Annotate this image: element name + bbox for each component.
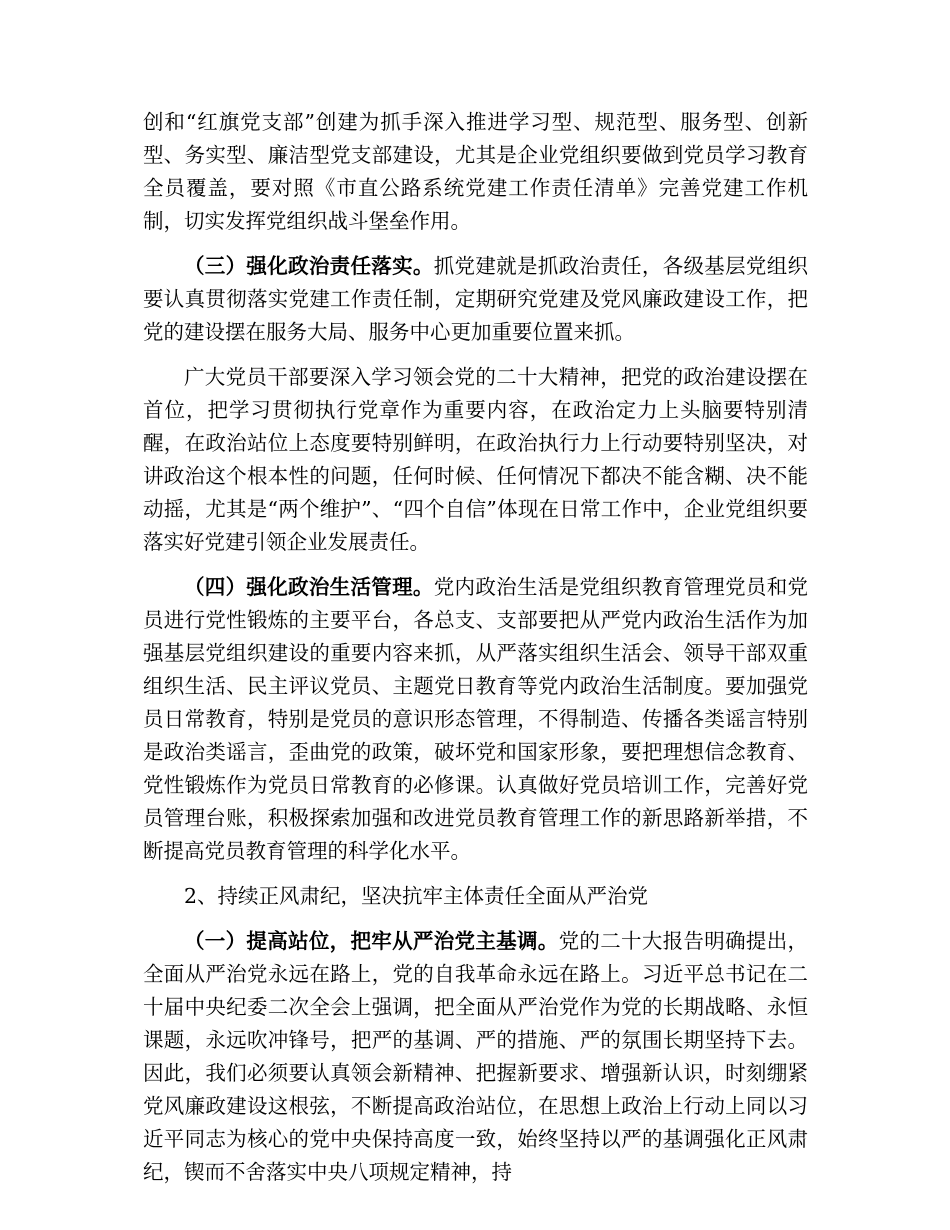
paragraph-6-heading: （一）提高站位，把牢从严治党主基调。 [184,929,559,953]
paragraph-6-text: 党的二十大报告明确提出，全面从严治党永远在路上，党的自我革命永远在路上。习近平总书记在二十届中央纪委二次全会上强调，把全面从严治党作为党的长期战略、永恒课题，永远吹冲锋号，把严的基调、严的措施、严的氛围长期坚持下去。因此，我们必须要认真领会新精神、把握新要求、增强新认识，时刻绷紧党风廉政建设这根弦，不断提高政治站位，在思想上政治上行动上同以习近平同志为核心的党中央保持高度一致，始终坚持以严的基调强化正风肃纪，锲而不舍落实中央八项规定精神，持 [143,929,809,1184]
paragraph-1 [143,106,808,238]
paragraph-3 [143,361,808,559]
paragraph-1-text: 创和“红旗党支部”创建为抓手深入推进学习型、规范型、服务型、创新型、务实型、廉洁型党支部建设，尤其是企业党组织要做到党员学习教育全员覆盖，要对照《市直公路系统党建工作责任清单》完善党建工作机制，切实发挥党组织战斗堡垒作用。 [143,110,808,233]
section-heading-2 [143,880,808,913]
paragraph-3-text: 广大党员干部要深入学习领会党的二十大精神，把党的政治建设摆在首位，把学习贯彻执行党章作为重要内容，在政治定力上头脑要特别清醒，在政治站位上态度要特别鲜明，在政治执行力上行动要特别坚决，对讲政治这个根本性的问题，任何时候、任何情况下都决不能含糊、决不能动摇，尤其是“两个维护”、“四个自信”体现在日常工作中，企业党组织要落实好党建引领企业发展责任。 [143,365,808,554]
paragraph-2 [143,250,808,349]
paragraph-2-text: 抓党建就是抓政治责任，各级基层党组织要认真贯彻落实党建工作责任制，定期研究党建及党风廉政建设工作，把党的建设摆在服务大局、服务中心更加重要位置来抓。 [143,254,809,344]
paragraph-4 [143,571,808,868]
paragraph-2-heading: （三）强化政治责任落实。 [184,254,434,278]
document-page [143,106,808,1189]
paragraph-4-heading: （四）强化政治生活管理。 [184,575,434,599]
paragraph-6 [143,925,808,1189]
section-heading-2-text: 2、持续正风肃纪，坚决抗牢主体责任全面从严治党 [184,884,649,908]
paragraph-4-text: 党内政治生活是党组织教育管理党员和党员进行党性锻炼的主要平台，各总支、支部要把从严党内政治生活作为加强基层党组织建设的重要内容来抓，从严落实组织生活会、领导干部双重组织生活、民主评议党员、主题党日教育等党内政治生活制度。要加强党员日常教育，特别是党员的意识形态管理，不得制造、传播各类谣言特别是政治类谣言，歪曲党的政策，破坏党和国家形象，要把理想信念教育、党性锻炼作为党员日常教育的必修课。认真做好党员培训工作，完善好党员管理台账，积极探索加强和改进党员教育管理工作的新思路新举措，不断提高党员教育管理的科学化水平。 [143,575,809,863]
